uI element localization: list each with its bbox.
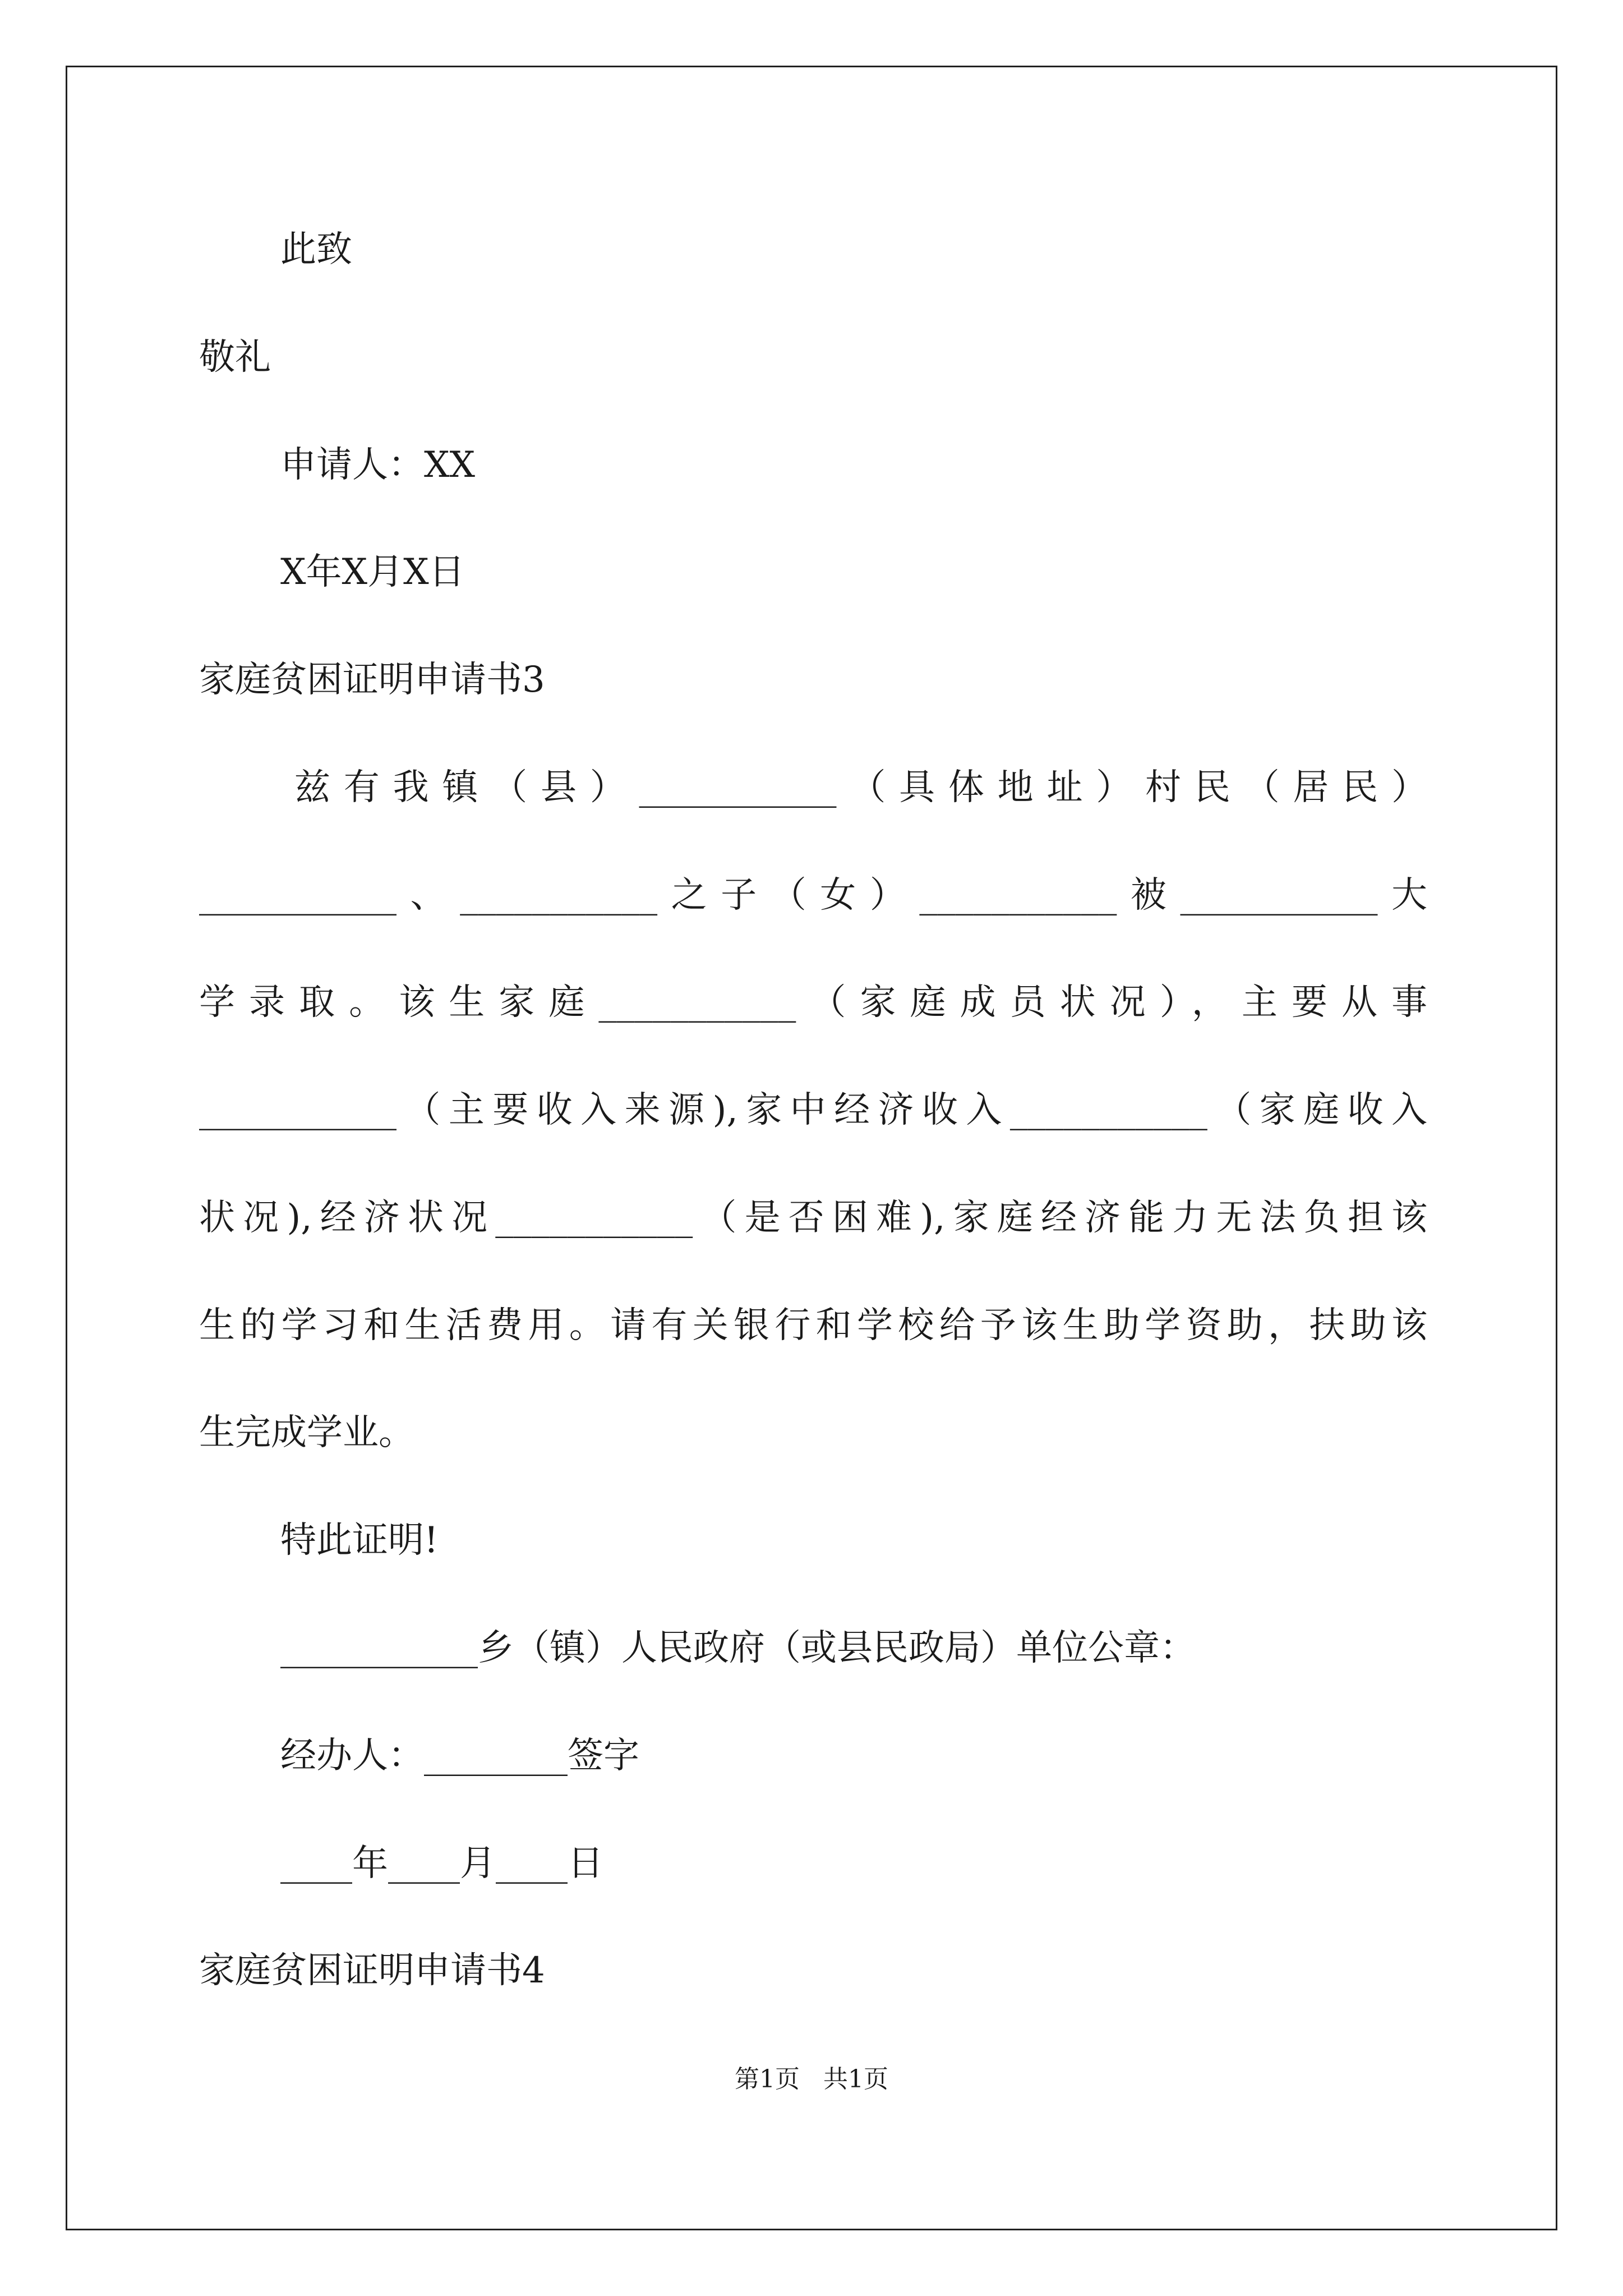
body-paragraph-line: 兹有我镇（县）___________（具体地址）村民（居民） — [294, 767, 1427, 808]
section-heading-3: 家庭贫困证明申请书3 — [199, 659, 545, 701]
body-paragraph-line: 生的学习和生活费用。请有关银行和学校给予该生助学资助，扶助该 — [199, 1305, 1427, 1346]
body-paragraph-line: ___________（主要收入来源),家中经济收入___________（家庭收入 — [199, 1089, 1427, 1131]
government-seal-line: ___________乡（镇）人民政府（或县民政局）单位公章： — [280, 1627, 1196, 1669]
body-paragraph-line: 学录取。该生家庭___________（家庭成员状况），主要从事 — [199, 982, 1427, 1023]
section-heading-4: 家庭贫困证明申请书4 — [199, 1950, 545, 1991]
applicant-signature: 申请人：XX — [280, 444, 476, 486]
page-border — [66, 66, 1557, 2230]
body-paragraph-line: ___________、___________之子（女）___________被___________大 — [199, 875, 1427, 916]
date-blank-line: ____年____月____日 — [280, 1843, 603, 1884]
handler-signature-line: 经办人：________签字 — [280, 1735, 639, 1777]
application-date: X年X月X日 — [280, 551, 465, 593]
closing-salutation: 此致 — [280, 229, 352, 270]
closing-regards: 敬礼 — [199, 337, 271, 378]
certification-statement: 特此证明! — [280, 1520, 439, 1561]
body-paragraph-line: 状况),经济状况___________（是否困难),家庭经济能力无法负担该 — [199, 1197, 1427, 1239]
body-paragraph-line: 生完成学业。 — [199, 1412, 414, 1453]
page-footer: 第1页 共1页 — [735, 2065, 888, 2093]
